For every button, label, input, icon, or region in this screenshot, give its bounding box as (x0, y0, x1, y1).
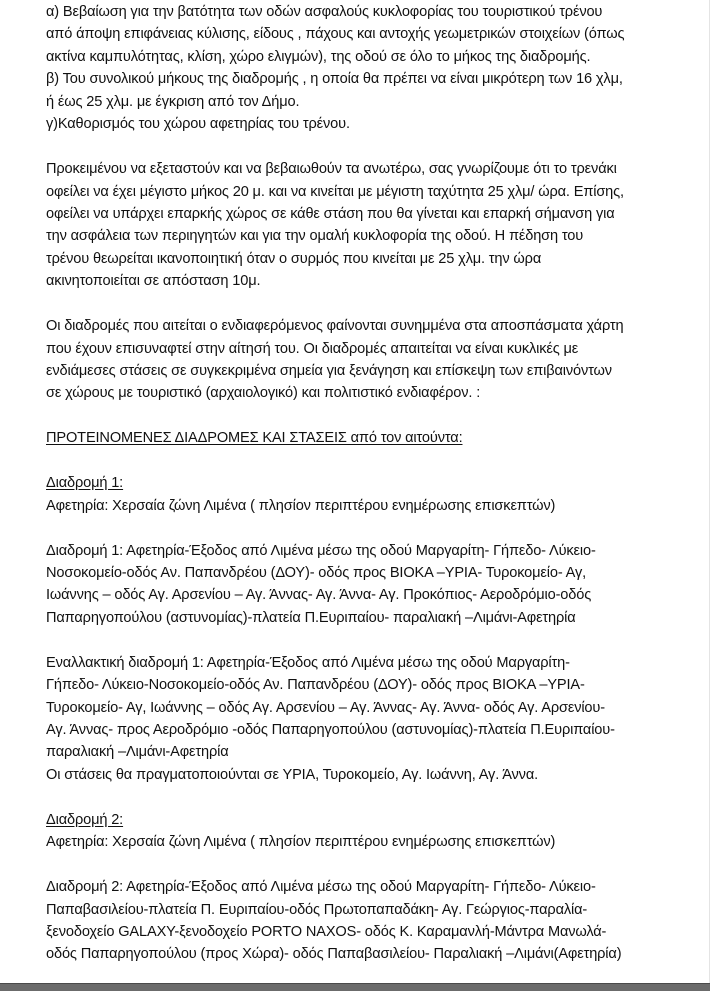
text-line: β) Του συνολικού μήκους της διαδρομής , η οποία θα πρέπει να είναι μικρότερη των 16 χλμ, (46, 71, 623, 88)
text-line: ακινητοποιείται σε απόσταση 10μ. (46, 273, 261, 290)
text-line: Διαδρομή 1: Αφετηρία-Έξοδος από Λιμένα μέσω της οδού Μαργαρίτη- Γήπεδο- Λύκειο- (46, 542, 596, 559)
blank-line (46, 293, 696, 315)
paragraph-routes (46, 315, 696, 405)
text-line: γ)Καθορισμός του χώρου αφετηρίας του τρένου. (46, 116, 350, 133)
route-1-heading-line (46, 472, 696, 494)
text-line: Διαδρομή 2: Αφετηρία-Έξοδος από Λιμένα μέσω της οδού Μαργαρίτη- Γήπεδο- Λύκειο- (46, 879, 596, 896)
text-line: οφείλει να υπάρχει επαρκής χώρος σε κάθε στάση που θα γίνεται και επαρκή σήμανση για (46, 205, 615, 222)
text-line: από άποψη επιφάνειας κύλισης, είδους , πάχους και αντοχής γεωμετρικών στοιχείων (όπως (46, 26, 625, 43)
text-line: Γήπεδο- Λύκειο-Νοσοκομείο-οδός Αν. Παπανδρέου (ΔΟΥ)- οδός προς ΒΙΟΚΑ –ΥΡΙΑ- (46, 677, 585, 694)
text-line: Τυροκομείο- Αγ, Ιωάννης – οδός Αγ. Αρσενίου – Αγ. Άννας- Αγ. Άννα- οδός Αγ. Αρσενίου- (46, 699, 605, 716)
blank-line (46, 629, 696, 651)
route-1-heading: Διαδρομή 1: (46, 475, 124, 492)
text-line: Αγ. Άννας- προς Αεροδρόμιο -οδός Παπαρηγοπούλου (αστυνομίας)-πλατεία Π.Ευριπαίου- (46, 722, 615, 738)
route-2-heading-line (46, 809, 696, 831)
text-line: οδός Παπαρηγοπούλου (προς Χώρα)- οδός Παπαβασιλείου- Παραλιακή –Λιμάνι(Αφετηρία) (46, 946, 622, 963)
text-line: Παπαρηγοπούλου (αστυνομίας)-πλατεία Π.Ευριπαίου- παραλιακή –Λιμάνι-Αφετηρία (46, 609, 576, 626)
text-line: Οι διαδρομές που αιτείται ο ενδιαφερόμενος φαίνονται συνημμένα στα αποσπάσματα χάρτη (46, 318, 624, 335)
text-line: οφείλει να έχει μέγιστο μήκος 20 μ. και να κινείται με μέγιστη ταχύτητα 25 χλμ/ ώρα. Επίσης, (46, 183, 624, 200)
blank-line (46, 450, 696, 472)
text-line: τρένου θεωρείται ικανοποιητική όταν ο συρμός που κινείται με 25 χλμ. την ώρα (46, 250, 542, 267)
paragraph-train-specs (46, 158, 696, 293)
requirement-c (46, 113, 696, 135)
text-line: την ασφάλεια των περιηγητών και για την ομαλή κυκλοφορία της οδού. Η πέδηση του (46, 228, 584, 245)
route-1-description (46, 540, 696, 630)
text-line: ενδιάμεσες στάσεις σε συγκεκριμένα σημεία για ξενάγηση και επίσκεψη των επιβαινόντων (46, 363, 612, 379)
text-line: Ιωάννης – οδός Αγ. Αρσενίου – Αγ. Άννας- Αγ. Άννα- Αγ. Προκόπιος- Αεροδρόμιο-οδός (46, 587, 592, 604)
blank-line (46, 405, 696, 427)
text-line: α) Βεβαίωση για την βατότητα των οδών ασφαλούς κυκλοφορίας του τουριστικού τρένου (46, 4, 603, 20)
route-1-section (46, 472, 696, 786)
route-2-description (46, 876, 696, 966)
route-1-stops: Οι στάσεις θα πραγματοποιούνται σε ΥΡΙΑ, Τυροκομείο, Αγ. Ιωάννη, Αγ. Άννα. (46, 766, 539, 783)
text-line: Παπαβασιλείου-πλατεία Π. Ευριπαίου-οδός Πρωτοπαπαδάκη- Αγ. Γεώργιος-παραλία- (46, 901, 588, 918)
text-line: Προκειμένου να εξεταστούν και να βεβαιωθούν τα ανωτέρω, σας γνωρίζουμε ότι το τρενάκι (46, 161, 617, 178)
route-2-section (46, 809, 696, 966)
text-line: σε χώρους με τουριστικό (αρχαιολογικό) και πολιτιστικό ενδιαφέρον. : (46, 385, 481, 402)
requirement-b (46, 68, 696, 113)
text-line: Εναλλακτική διαδρομή 1: Αφετηρία-Έξοδος από Λιμένα μέσω της οδού Μαργαρίτη- (46, 654, 570, 671)
text-line: ξενοδοχείο GALAXY-ξενοδοχείο PORTO NAXOS- οδός Κ. Καραμανλή-Μάντρα Μανωλά- (46, 923, 607, 940)
text-line: που έχουν επισυναφτεί στην αίτησή του. Οι διαδρομές απαιτείται να είναι κυκλικές με (46, 340, 579, 357)
blank-line (46, 517, 696, 539)
proposed-routes-heading: ΠΡΟΤΕΙΝΟΜΕΝΕΣ ΔΙΑΔΡΟΜΕΣ ΚΑΙ ΣΤΑΣΕΙΣ από τον αιτούντα: (46, 430, 463, 447)
document-body (46, 1, 696, 966)
route-1-alternative (46, 652, 696, 787)
requirement-a (46, 1, 696, 68)
blank-line (46, 854, 696, 876)
route-2-heading: Διαδρομή 2: (46, 811, 124, 828)
blank-line (46, 136, 696, 158)
text-line: ή έως 25 χλμ. με έγκριση από τον Δήμο. (46, 93, 300, 110)
route-2-start: Αφετηρία: Χερσαία ζώνη Λιμένα ( πλησίον περιπτέρου ενημέρωσης επισκεπτών) (46, 834, 556, 851)
text-line: παραλιακή –Λιμάνι-Αφετηρία (46, 744, 229, 761)
text-line: ακτίνα καμπυλότητας, κλίση, χώρο ελιγμών), της οδού σε όλο το μήκος της διαδρομής. (46, 48, 591, 65)
route-1-start: Αφετηρία: Χερσαία ζώνη Λιμένα ( πλησίον περιπτέρου ενημέρωσης επισκεπτών) (46, 497, 556, 514)
text-line: Νοσοκομείο-οδός Αν. Παπανδρέου (ΔΟΥ)- οδός προς ΒΙΟΚΑ –ΥΡΙΑ- Τυροκομείο- Αγ, (46, 564, 587, 581)
blank-line (46, 786, 696, 808)
